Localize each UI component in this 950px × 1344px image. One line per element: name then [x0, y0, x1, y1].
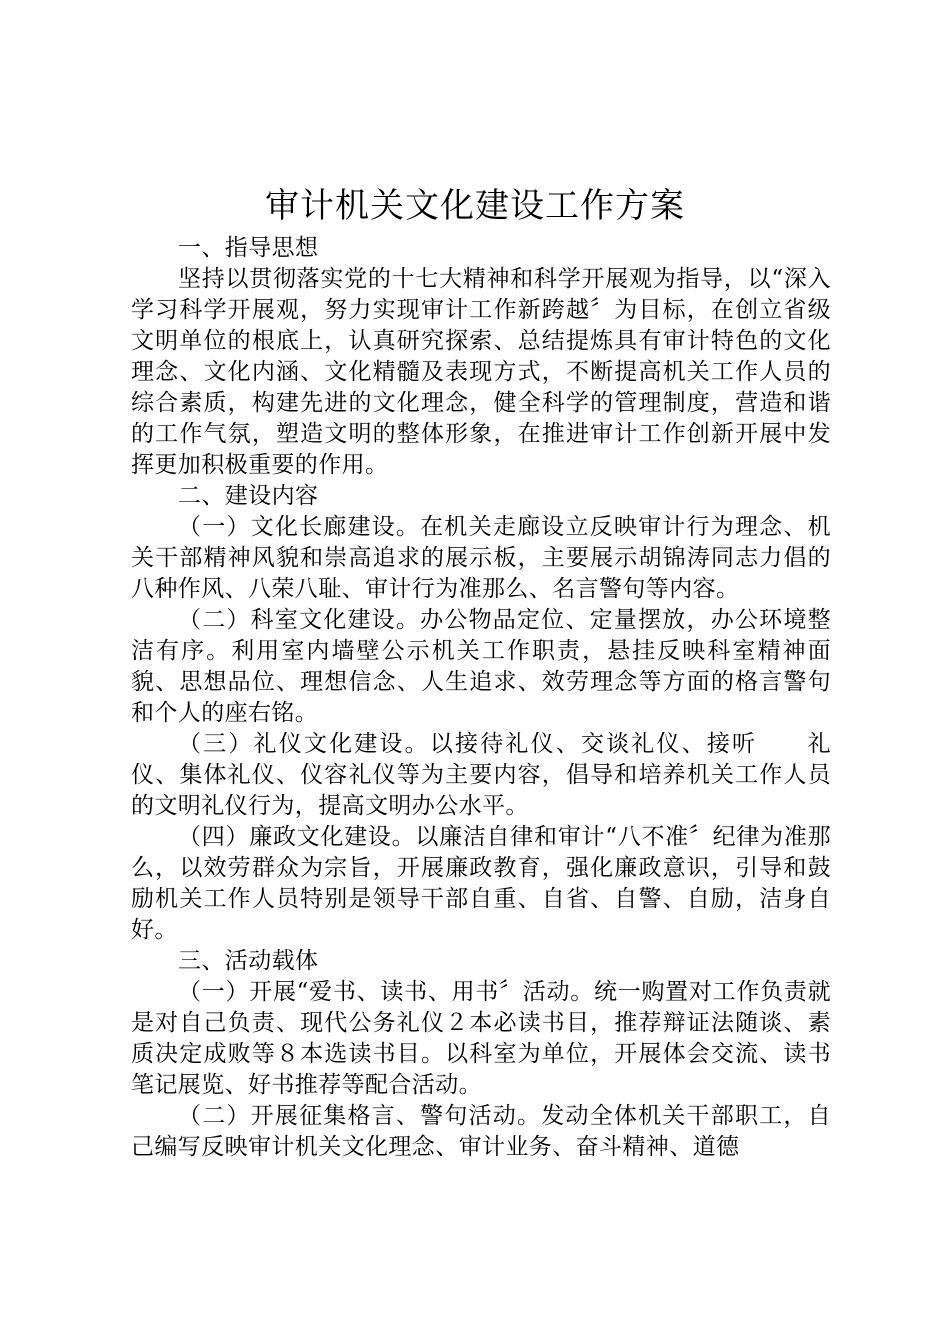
section-heading-guiding-ideology: 一、指导思想 [178, 235, 319, 261]
document-title: 审计机关文化建设工作方案 [265, 186, 685, 226]
section-heading-construction-content: 二、建设内容 [178, 483, 319, 509]
section-heading-activity-carriers: 三、活动载体 [178, 948, 319, 974]
paragraph: （一）文化长廊建设。在机关走廊设立反映审计行为理念、机关干部精神风貌和崇高追求的展示板，主要展示胡锦涛同志力倡的八种作风、八荣八耻、审计行为准那么、名言警句等内容。 [131, 514, 831, 602]
paragraph: （二）开展征集格言、警句活动。发动全体机关干部职工，自己编写反映审计机关文化理念、审计业务、奋斗精神、道德 [131, 1103, 831, 1160]
paragraph: 坚持以贯彻落实党的十七大精神和科学开展观为指导，以“深入学习科学开展观，努力实现审计工作新跨越〞为目标，在创立省级文明单位的根底上，认真研究探索、总结提炼具有审计特色的文化理念、文化内涵、文化精髓及表现方式，不断提高机关工作人员的综合素质，构建先进的文化理念，健全科学的管理制度，营造和谐的工作气氛，塑造文明的整体形象，在推进审计工作创新开展中发挥更加积极重要的作用。 [131, 266, 831, 478]
paragraph: （四）廉政文化建设。以廉洁自律和审计“八不准〞纪律为准那么，以效劳群众为宗旨，开展廉政教育，强化廉政意识，引导和鼓励机关工作人员特别是领导干部自重、自省、自警、自励，洁身自好。 [131, 824, 831, 943]
paragraph: （一）开展“爱书、读书、用书〞活动。统一购置对工作负责就是对自己负责、现代公务礼仪２本必读书目，推荐辩证法随谈、素质决定成败等８本选读书目。以科室为单位，开展体会交流、读书笔记展览、好书推荐等配合活动。 [131, 979, 831, 1098]
paragraph: （三）礼仪文化建设。以接待礼仪、交谈礼仪、接听 礼仪、集体礼仪、仪容礼仪等为主要内容，倡导和培养机关工作人员的文明礼仪行为，提高文明办公水平。 [131, 731, 831, 819]
paragraph: （二）科室文化建设。办公物品定位、定量摆放，办公环境整洁有序。利用室内墙壁公示机关工作职责，悬挂反映科室精神面貌、思想品位、理想信念、人生追求、效劳理念等方面的格言警句和个人的座右铭。 [131, 607, 831, 726]
document-body [131, 233, 831, 1163]
